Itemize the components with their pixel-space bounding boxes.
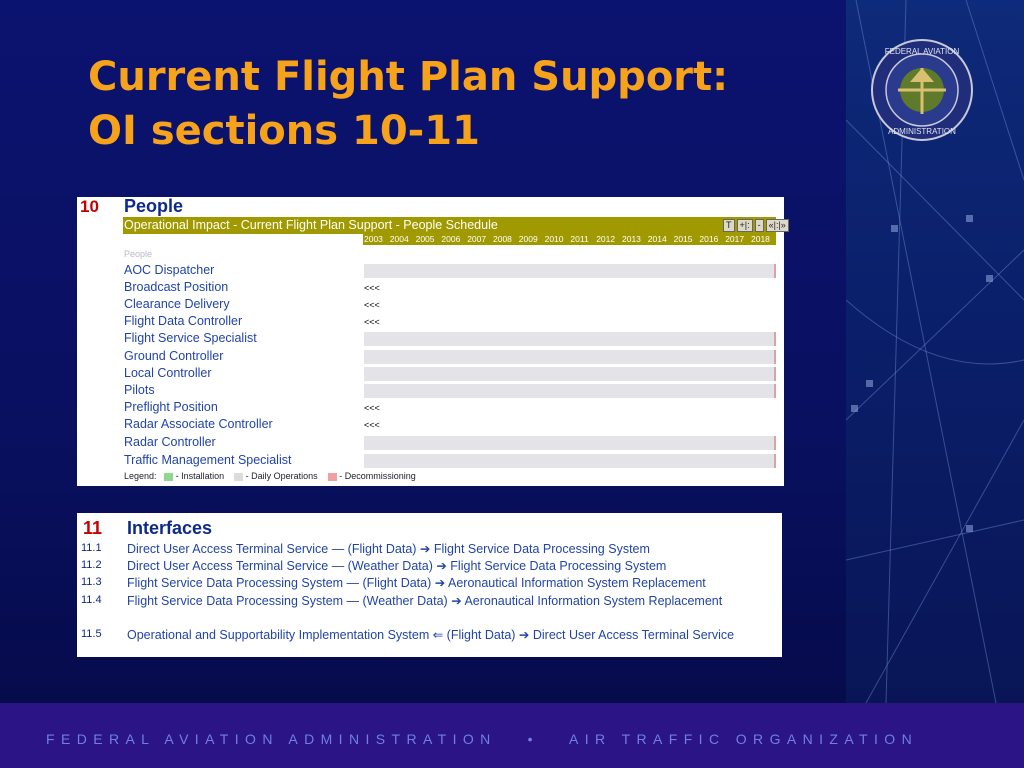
person-label[interactable]: Clearance Delivery xyxy=(124,297,230,311)
year-label: 2007 xyxy=(467,234,487,244)
footer-org: FEDERAL AVIATION ADMINISTRATION xyxy=(46,731,497,747)
interface-number: 11.4 xyxy=(81,594,102,606)
person-label[interactable]: Radar Associate Controller xyxy=(124,417,273,431)
section-heading: Interfaces xyxy=(127,518,213,538)
person-label[interactable]: Flight Data Controller xyxy=(124,314,243,328)
year-label: 2015 xyxy=(673,234,693,244)
row-marker: <<< xyxy=(364,403,380,413)
person-label[interactable]: Flight Service Specialist xyxy=(124,331,257,345)
interface-link[interactable]: Direct User Access Terminal Service — (Weather Data) ➔ Flight Service Data Processing System xyxy=(127,559,667,573)
people-schedule-panel xyxy=(77,197,784,486)
year-label: 2009 xyxy=(518,234,538,244)
section-number: 10 xyxy=(80,197,99,216)
interface-link[interactable]: Flight Service Data Processing System — (Flight Data) ➔ Aeronautical Information System Replacement xyxy=(127,576,706,590)
person-label[interactable]: Radar Controller xyxy=(124,435,216,449)
person-label[interactable]: Broadcast Position xyxy=(124,280,229,294)
row-marker: <<< xyxy=(364,317,380,327)
interface-number: 11.5 xyxy=(81,628,102,640)
legend-decommissioning: - Decommissioning xyxy=(339,471,416,481)
daily-operations-bar xyxy=(364,436,776,450)
year-label: 2017 xyxy=(725,234,745,244)
footer-text xyxy=(46,731,918,747)
interface-link[interactable]: Direct User Access Terminal Service — (Flight Data) ➔ Flight Service Data Processing System xyxy=(127,542,650,556)
year-label: 2014 xyxy=(647,234,667,244)
faa-seal-logo xyxy=(870,38,974,142)
section-number: 11 xyxy=(83,518,103,538)
legend-daily: - Daily Operations xyxy=(245,471,318,481)
schedule-controls xyxy=(723,219,789,232)
row-marker: <<< xyxy=(364,420,380,430)
column-header: People xyxy=(124,249,153,259)
slide-title-line1: Current Flight Plan Support: xyxy=(88,54,729,100)
section-heading: People xyxy=(124,196,184,216)
legend-swatch-decommissioning xyxy=(328,473,337,481)
person-label[interactable]: Preflight Position xyxy=(124,400,218,414)
collapse-button[interactable]: - xyxy=(755,219,764,232)
year-label: 2008 xyxy=(493,234,512,244)
year-label: 2016 xyxy=(699,234,719,244)
daily-operations-bar xyxy=(364,454,776,468)
expand-button[interactable]: +|: xyxy=(737,219,753,232)
footer-separator: • xyxy=(527,731,539,747)
legend-swatch-installation xyxy=(164,473,173,481)
year-label: 2006 xyxy=(441,234,461,244)
year-label: 2005 xyxy=(415,234,435,244)
interfaces-panel xyxy=(77,513,782,657)
daily-operations-bar xyxy=(364,332,776,346)
daily-operations-bar xyxy=(364,384,776,398)
daily-operations-bar xyxy=(364,367,776,381)
year-header xyxy=(363,234,776,245)
year-label: 2004 xyxy=(389,234,409,244)
slide-title xyxy=(88,50,728,158)
seal-text-top: FEDERAL AVIATION xyxy=(884,47,960,56)
person-label[interactable]: Local Controller xyxy=(124,366,212,380)
daily-operations-bar xyxy=(364,264,776,278)
year-label: 2018 xyxy=(751,234,770,244)
footer-division: AIR TRAFFIC ORGANIZATION xyxy=(569,731,919,747)
scroll-years-button[interactable]: «|:|» xyxy=(766,219,789,232)
row-marker: <<< xyxy=(364,283,380,293)
year-label: 2010 xyxy=(544,234,564,244)
year-label: 2013 xyxy=(622,234,641,244)
interface-link[interactable]: Operational and Supportability Implementation System ⇐ (Flight Data) ➔ Direct User Access Terminal Service xyxy=(127,628,735,642)
seal-text-bottom: ADMINISTRATION xyxy=(888,127,956,136)
interface-number: 11.2 xyxy=(81,559,102,571)
legend-swatch-daily xyxy=(234,473,243,481)
interface-number: 11.1 xyxy=(81,542,102,554)
person-label[interactable]: AOC Dispatcher xyxy=(124,263,215,277)
legend-label: Legend: xyxy=(124,471,157,481)
schedule-title-bar xyxy=(123,217,786,234)
legend-installation: - Installation xyxy=(175,471,225,481)
schedule-title: Operational Impact - Current Flight Plan Support - People Schedule xyxy=(124,218,498,232)
person-label[interactable]: Traffic Management Specialist xyxy=(124,453,292,467)
year-label: 2011 xyxy=(570,234,589,244)
person-label[interactable]: Pilots xyxy=(124,383,155,397)
row-marker: <<< xyxy=(364,300,380,310)
interface-link[interactable]: Flight Service Data Processing System — (Weather Data) ➔ Aeronautical Information System Replacement xyxy=(127,594,723,608)
year-label: 2012 xyxy=(596,234,616,244)
legend xyxy=(124,471,416,481)
person-label[interactable]: Ground Controller xyxy=(124,349,224,363)
daily-operations-bar xyxy=(364,350,776,364)
interface-number: 11.3 xyxy=(81,576,102,588)
year-label: 2003 xyxy=(364,234,383,244)
slide-title-line2: OI sections 10-11 xyxy=(88,108,480,154)
text-toggle-button[interactable]: T xyxy=(723,219,735,232)
